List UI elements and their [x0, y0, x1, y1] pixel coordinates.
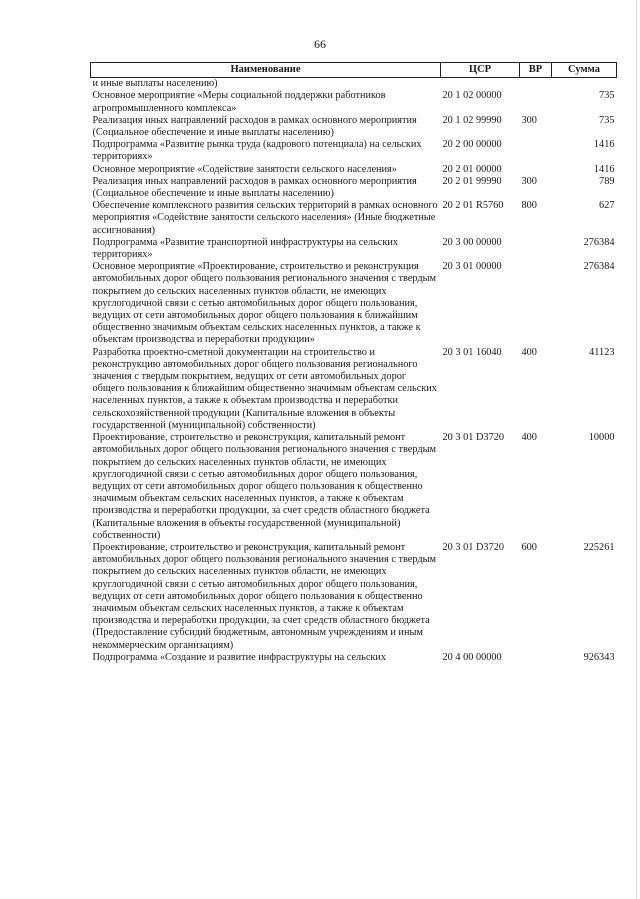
cell-csr: 20 3 01 00000 — [442, 261, 502, 273]
table-row — [91, 347, 617, 432]
table-row — [91, 176, 617, 200]
cell-name: Подпрограмма «Развитие транспортной инфраструктуры на сельских территориях» — [92, 236, 399, 261]
cell-csr: 20 2 01 99990 — [442, 175, 502, 187]
cell-name: Проектирование, строительство и реконструкция, капитальный ремонт автомобильных дорог общего пользования регионального значения с твердым покрытием до сельских населенных пунктов области, не имеющих круглогодичной связи с сетью автомобильных дорог общего пользования, ведущих от сети автомобильных дорог общего пользования к общественно значимым объектам сельских населенных пунктов, а также к объектам производства и переработки продукции, за счет средств областного бюджета (Предоставление субсидий бюджетным, автономным учреждениям и иным некоммерческим организациям) — [92, 541, 437, 651]
cell-vr: 300 — [521, 175, 537, 187]
table-header-row — [91, 63, 617, 78]
cell-sum: 276384 — [583, 261, 615, 273]
cell-vr: 300 — [521, 114, 537, 126]
cell-vr: 600 — [521, 541, 537, 553]
table-row — [91, 432, 617, 542]
cell-sum: 789 — [599, 175, 615, 187]
cell-name: Подпрограмма «Развитие рынка труда (кадрового потенциала) на сельских территориях» — [92, 139, 422, 163]
cell-csr: 20 1 02 00000 — [442, 90, 502, 102]
table-row — [91, 115, 617, 139]
cell-name: Разработка проектно-сметной документации на строительство и реконструкцию автомобильных дорог общего пользования регионального значения с твердым покрытием, ведущих от сети автомобильных дорог общего пользования к ближайшим общественно значимым объектам сельских населенных пунктов, а также к объектам производства и переработки сельскохозяйственной продукции (Капитальные вложения в объекты государственной (муниципальной) собственности) — [92, 346, 437, 431]
table-row — [91, 542, 617, 652]
cell-vr — [520, 78, 552, 91]
cell-sum: 225261 — [583, 541, 615, 553]
scan-edge-line — [636, 0, 637, 899]
cell-csr — [441, 78, 520, 91]
cell-csr: 20 3 01 16040 — [442, 346, 502, 358]
table-row — [91, 139, 617, 163]
cell-csr: 20 2 00 00000 — [442, 139, 502, 151]
table-row — [91, 200, 617, 237]
header-sum: Сумма — [552, 63, 617, 78]
cell-vr — [520, 261, 552, 346]
cell-sum: 41123 — [589, 346, 615, 358]
table-row — [91, 78, 617, 91]
cell-vr: 800 — [521, 200, 537, 212]
table-row — [91, 237, 617, 261]
cell-vr: 400 — [521, 432, 537, 444]
cell-sum: 1416 — [593, 139, 615, 151]
cell-csr: 20 3 01 D3720 — [442, 432, 504, 444]
cell-vr — [520, 139, 552, 163]
cell-name: Реализация иных направлений расходов в рамках основного мероприятия (Социальное обеспечение и иные выплаты населению) — [92, 175, 417, 200]
cell-vr — [520, 652, 552, 664]
cell-name: Основное мероприятие «Меры социальной поддержки работников агропромышленного комплекса» — [92, 90, 386, 114]
cell-vr — [520, 164, 552, 176]
cell-name: Основное мероприятие «Проектирование, строительство и реконструкция автомобильных дорог общего пользования регионального значения с твердым покрытием до сельских населенных пунктов области, не имеющих круглогодичной связи с сетью автомобильных дорог общего пользования, ведущих от сети автомобильных дорог общего пользования к ближайшим общественно значимым объектам сельских населенных пунктов, а также к объектам производства и переработки продукции» — [92, 261, 437, 346]
cell-sum: 1416 — [593, 163, 615, 175]
table-row — [91, 261, 617, 346]
cell-sum — [552, 78, 617, 91]
header-csr: ЦСР — [441, 63, 520, 78]
cell-name: Обеспечение комплексного развития сельских территорий в рамках основного мероприятия «Содействие занятости сельского населения» (Иные бюджетные ассигнования) — [92, 200, 438, 236]
cell-sum: 10000 — [588, 432, 615, 444]
cell-name: и иные выплаты населению) — [92, 78, 218, 90]
cell-sum: 735 — [599, 90, 615, 102]
cell-sum: 735 — [599, 114, 615, 126]
cell-sum: 926343 — [583, 651, 615, 663]
budget-table — [90, 62, 617, 664]
cell-vr — [520, 237, 552, 261]
cell-sum: 627 — [599, 200, 615, 212]
cell-csr: 20 4 00 00000 — [442, 651, 502, 663]
table-row — [91, 652, 617, 664]
cell-vr: 400 — [521, 346, 537, 358]
page-number: 66 — [314, 37, 326, 51]
cell-sum: 276384 — [583, 236, 615, 248]
cell-csr: 20 2 01 00000 — [442, 163, 502, 175]
cell-csr: 20 2 01 R5760 — [442, 200, 504, 212]
cell-csr: 20 3 00 00000 — [442, 236, 502, 248]
cell-csr: 20 3 01 D3720 — [442, 541, 504, 553]
cell-name: Проектирование, строительство и реконструкция, капитальный ремонт автомобильных дорог общего пользования регионального значения с твердым покрытием до сельских населенных пунктов области, не имеющих круглогодичной связи с сетью автомобильных дорог общего пользования, ведущих от сети автомобильных дорог общего пользования к общественно значимым объектам сельских населенных пунктов, а также к объектам производства и переработки продукции, за счет средств областного бюджета (Капитальные вложения в объекты государственной (муниципальной) собственности) — [92, 432, 437, 541]
table-row — [91, 90, 617, 114]
cell-name: Основное мероприятие «Содействие занятости сельского населения» — [92, 163, 397, 175]
cell-csr: 20 1 02 99990 — [442, 114, 502, 126]
header-vr: ВР — [520, 63, 552, 78]
header-name: Наименование — [91, 63, 441, 78]
cell-vr — [520, 90, 552, 114]
cell-name: Подпрограмма «Создание и развитие инфраструктуры на сельских — [92, 651, 387, 663]
table-row — [91, 164, 617, 176]
cell-name: Реализация иных направлений расходов в рамках основного мероприятия (Социальное обеспечение и иные выплаты населению) — [92, 114, 417, 139]
